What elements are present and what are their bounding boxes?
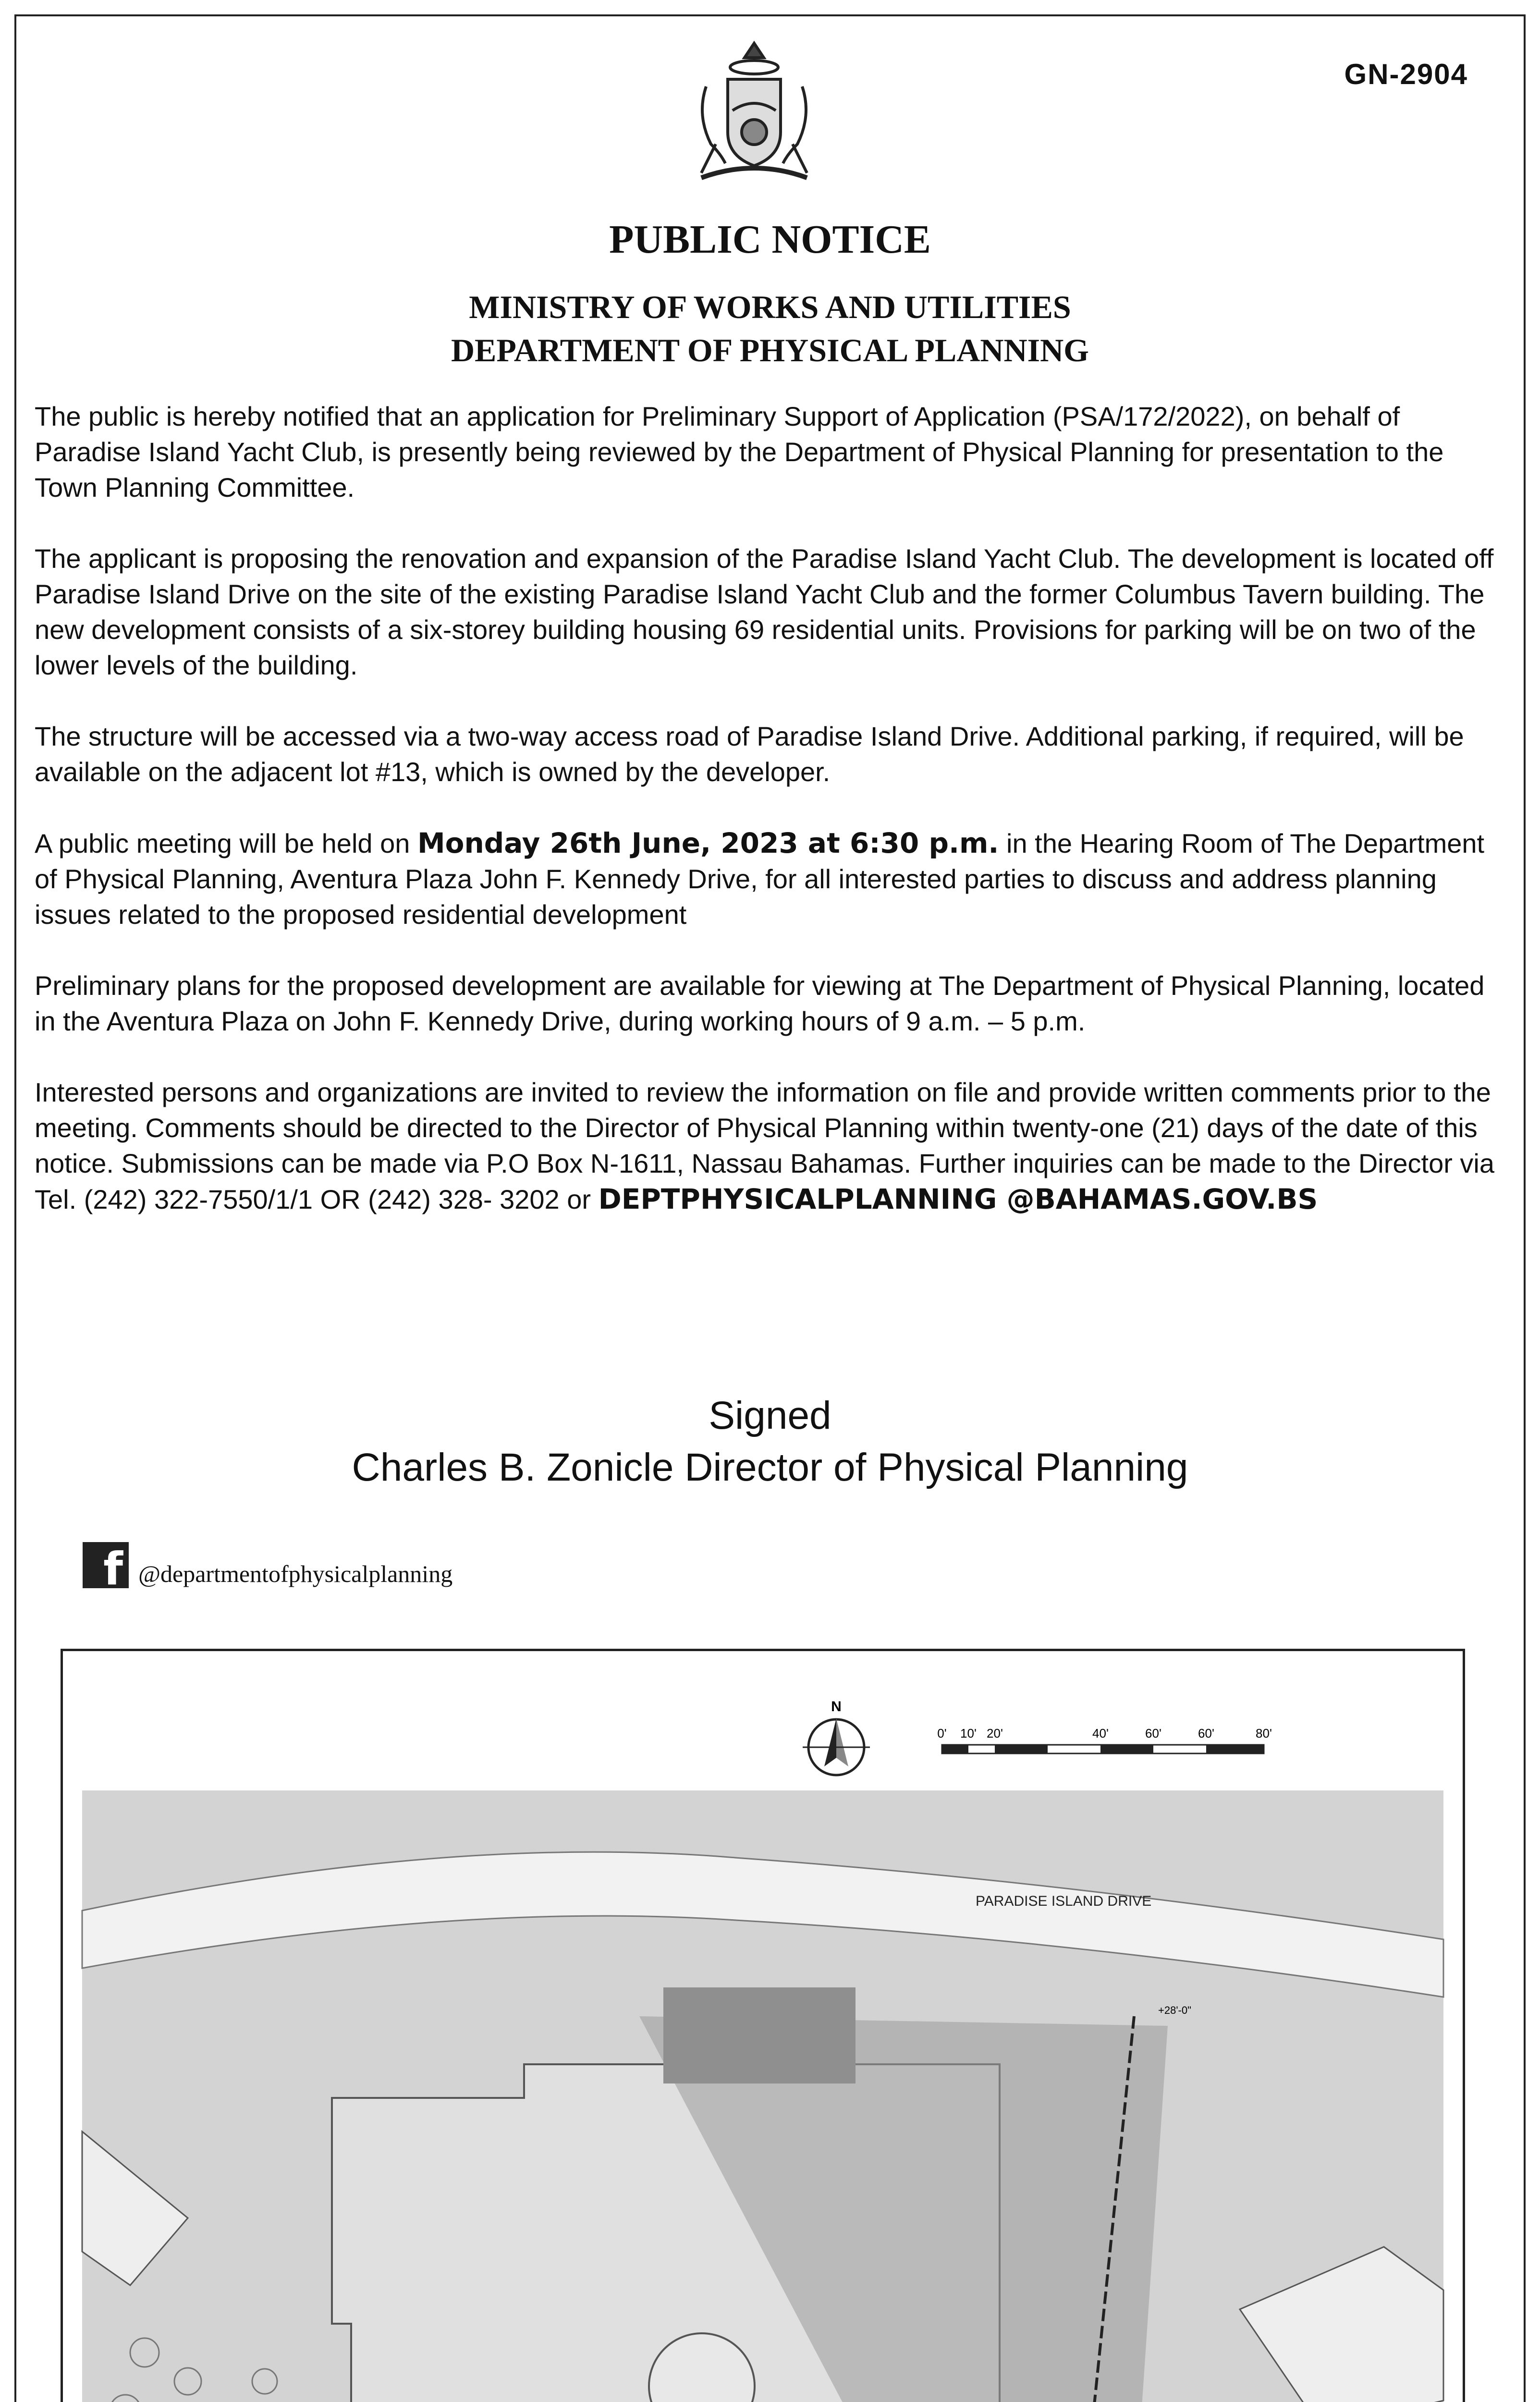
site-plan-drawing (63, 1651, 1463, 2402)
meeting-details: in the Hearing Room of The Department of Physical Planning, Aventura Plaza John F. Kennedy Drive, for all interested parties to discuss and address planning issues related to the proposed residential development (35, 828, 1485, 930)
paragraph-proposal: The applicant is proposing the renovation and expansion of the Paradise Island Yacht Club. The development is located off Paradise Island Drive on the site of the existing Paradise Island Yacht Club and the former Columbus Tavern building. The new development consists of a six-storey building housing 69 residential units. Provisions for parking will be on two of the lower levels of the building. (35, 543, 1494, 680)
paragraph-viewing: Preliminary plans for the proposed development are available for viewing at The Department of Physical Planning, located in the Aventura Plaza on John F. Kennedy Drive, during working hours of 9 a.m. – 5 p.m. (35, 970, 1485, 1036)
facebook-handle: @departmentofphysicalplanning (138, 1560, 453, 1587)
notice-body (35, 399, 1504, 1253)
paragraph-application: The public is hereby notified that an application for Preliminary Support of Application (PSA/172/2022), on behalf of Paradise Island Yacht Club, is presently being reviewed by the Department of Physical Planning for presentation to the Town Planning Committee. (35, 401, 1444, 502)
paragraph-meeting (35, 825, 1504, 932)
contact-email: DEPTPHYSICALPLANNING @BAHAMAS.GOV.BS (598, 1183, 1318, 1215)
north-label: N (831, 1699, 842, 1715)
department-heading: DEPARTMENT OF PHYSICAL PLANNING (451, 332, 1089, 368)
scale-label-10: 10' (960, 1726, 977, 1740)
meeting-date: Monday 26th June, 2023 at 6:30 p.m. (417, 827, 999, 859)
tower-block (663, 1987, 856, 2083)
social-link (83, 1542, 453, 1595)
scale-label-80: 80' (1256, 1726, 1272, 1740)
scale-label-60a: 60' (1145, 1726, 1161, 1740)
notice-title: PUBLIC NOTICE (609, 217, 931, 262)
road-label: PARADISE ISLAND DRIVE (976, 1893, 1152, 1909)
scale-label-40: 40' (1092, 1726, 1109, 1740)
north-arrow-icon (803, 1699, 870, 1775)
notice-code: GN-2904 (1344, 58, 1468, 90)
scale-bar (937, 1726, 1272, 1753)
site-plan (61, 1649, 1465, 2402)
facebook-icon: f (83, 1542, 129, 1588)
ministry-heading: MINISTRY OF WORKS AND UTILITIES (469, 289, 1071, 325)
scale-label-0: 0' (937, 1726, 947, 1740)
signed-label: Signed (709, 1394, 831, 1437)
comments-text: Interested persons and organizations are invited to review the information on file and provide written comments prior to the meeting. Comments should be directed to the Director of Physical Planning within twenty-one (21) days of the date of this notice. Submissions can be made via P.O Box N-1611, Nassau Bahamas. Further inquiries can be made to the Director via Tel. (242) 322-7550/1/1 OR (242) 328- 3202 or (35, 1077, 1495, 1214)
elevation-marker-1: +28'-0" (1158, 2004, 1191, 2016)
paragraph-access: The structure will be accessed via a two-way access road of Paradise Island Drive. Additional parking, if required, will be available on the adjacent lot #13, which is owned by the developer. (35, 721, 1464, 787)
scale-label-20: 20' (987, 1726, 1003, 1740)
paragraph-comments (35, 1075, 1504, 1217)
scale-label-60b: 60' (1198, 1726, 1214, 1740)
bahamas-coat-of-arms-icon (672, 34, 836, 197)
meeting-intro: A public meeting will be held on (35, 828, 417, 858)
signatory-name: Charles B. Zonicle Director of Physical Planning (352, 1446, 1188, 1489)
